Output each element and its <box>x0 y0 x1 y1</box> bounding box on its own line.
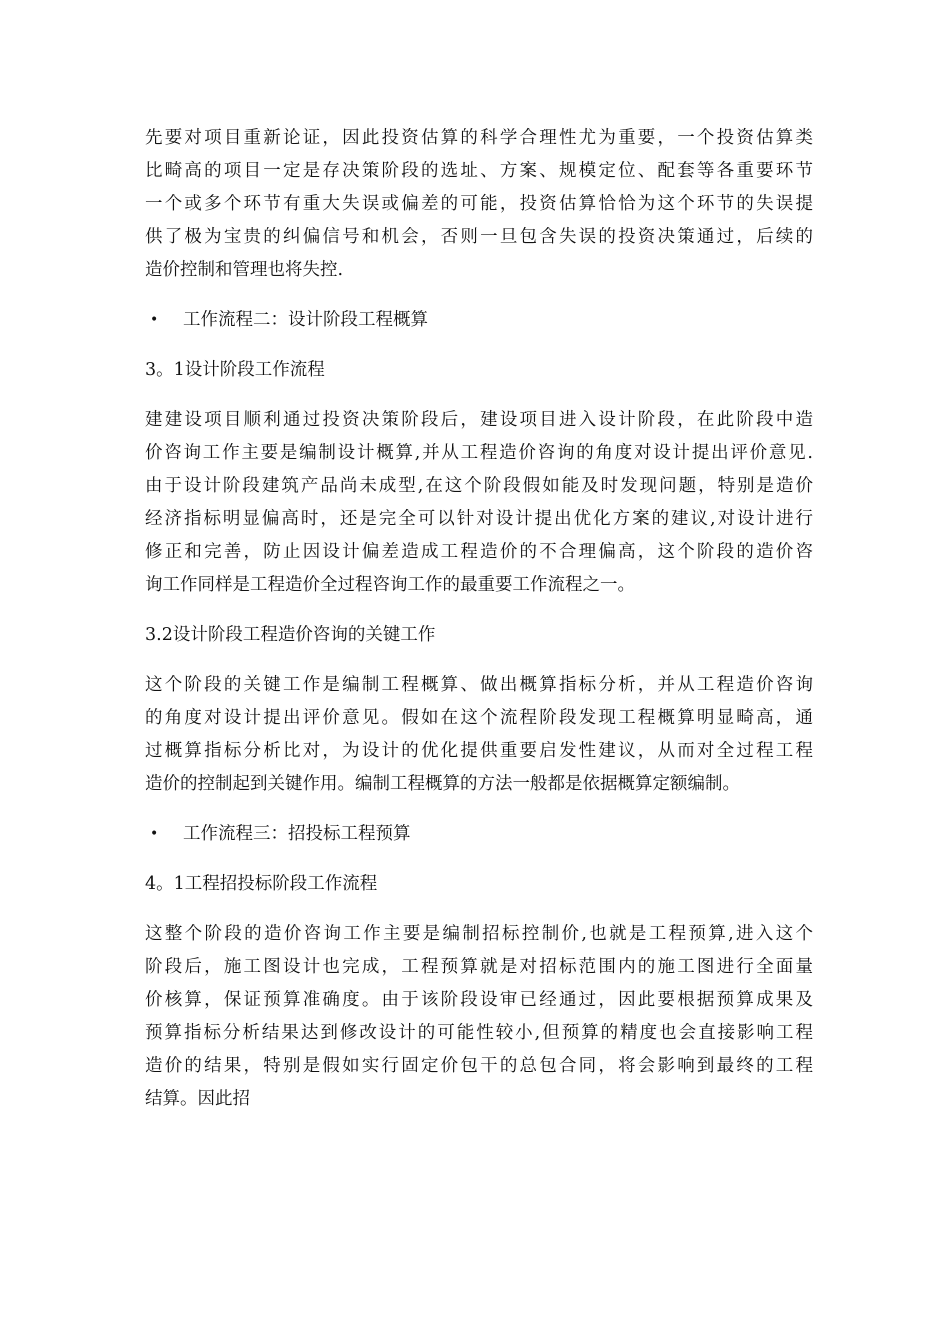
bullet-icon: • <box>150 312 159 328</box>
text-line: 价核算，保证预算准确度。由于该阶段设审已经通过，因此要根据预算成果及 <box>145 990 813 1010</box>
paragraph-design-stage <box>145 404 813 602</box>
section-heading-text: 工作流程二：设计阶段工程概算 <box>183 310 428 330</box>
text-line: 建建设项目顺利通过投资决策阶段后，建设项目进入设计阶段，在此阶段中造 <box>145 410 813 430</box>
text-line: 造价的控制起到关键作用。编制工程概算的方法一般都是依据概算定额编制。 <box>145 774 740 794</box>
bullet-icon: • <box>150 826 159 842</box>
text-line: 供了极为宝贵的纠偏信号和机会，否则一旦包含失误的投资决策通过，后续的 <box>145 227 813 247</box>
text-line: 阶段后，施工图设计也完成，工程预算就是对招标范围内的施工图进行全面量 <box>145 957 813 977</box>
text-line: 的角度对设计提出评价意见。假如在这个流程阶段发现工程概算明显畸高，通 <box>145 708 813 728</box>
subheading-4-1: 4。1工程招投标阶段工作流程 <box>145 874 378 894</box>
subheading-3-1: 3。1设计阶段工作流程 <box>145 360 325 380</box>
text-line: 先要对项目重新论证，因此投资估算的科学合理性尤为重要，一个投资估算类 <box>145 128 813 148</box>
text-line: 价咨询工作主要是编制设计概算,并从工程造价咨询的角度对设计提出评价意见. <box>145 443 813 463</box>
text-line: 过概算指标分析比对，为设计的优化提供重要启发性建议，从而对全过程工程 <box>145 741 813 761</box>
text-line: 修正和完善，防止因设计偏差造成工程造价的不合理偏高，这个阶段的造价咨 <box>145 542 813 562</box>
text-line: 经济指标明显偏高时，还是完全可以针对设计提出优化方案的建议,对设计进行 <box>145 509 813 529</box>
text-line: 这整个阶段的造价咨询工作主要是编制招标控制价,也就是工程预算,进入这个 <box>145 924 813 944</box>
text-line: 预算指标分析结果达到修改设计的可能性较小,但预算的精度也会直接影响工程 <box>145 1023 813 1043</box>
section-heading-text: 工作流程三：招投标工程预算 <box>183 824 411 844</box>
text-line: 询工作同样是工程造价全过程咨询工作的最重要工作流程之一。 <box>145 575 635 595</box>
text-line: 由于设计阶段建筑产品尚未成型,在这个阶段假如能及时发现问题，特别是造价 <box>145 476 813 496</box>
section-heading-workflow-2 <box>145 304 813 337</box>
paragraph-bidding-stage <box>145 918 813 1116</box>
text-line: 比畸高的项目一定是存决策阶段的选址、方案、规模定位、配套等各重要环节 <box>145 161 813 181</box>
text-line: 结算。因此招 <box>145 1089 250 1109</box>
text-line: 造价的结果，特别是假如实行固定价包干的总包合同，将会影响到最终的工程 <box>145 1056 813 1076</box>
text-line: 一个或多个环节有重大失误或偏差的可能，投资估算恰恰为这个环节的失误提 <box>145 194 813 214</box>
paragraph-design-key-work <box>145 669 813 801</box>
document-body <box>145 122 813 1133</box>
text-line: 这个阶段的关键工作是编制工程概算、做出概算指标分析，并从工程造价咨询 <box>145 675 813 695</box>
text-line: 造价控制和管理也将失控. <box>145 260 344 280</box>
subheading-3-2: 3.2设计阶段工程造价咨询的关键工作 <box>145 625 436 645</box>
paragraph-investment-estimate <box>145 122 813 287</box>
section-heading-workflow-3 <box>145 818 813 851</box>
